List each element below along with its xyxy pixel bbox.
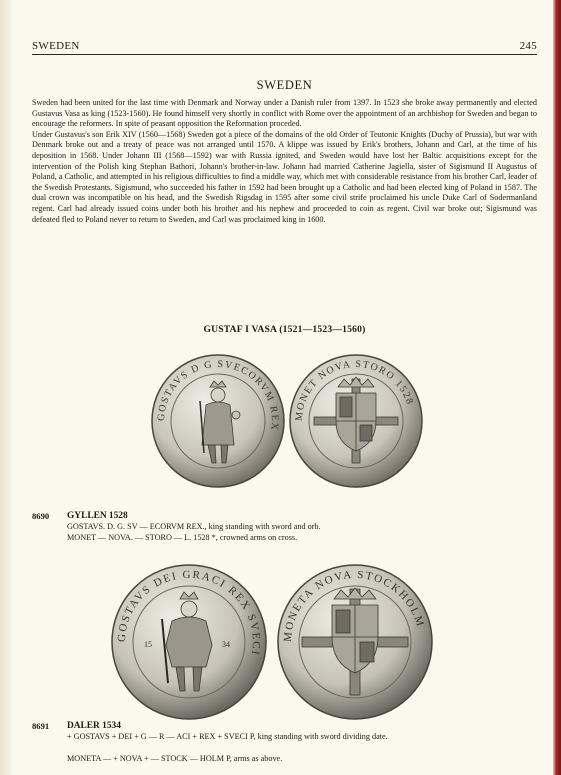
page-number: 245 <box>519 40 537 52</box>
coin-name: GYLLEN 1528 <box>67 511 128 521</box>
svg-text:34: 34 <box>222 640 230 649</box>
obverse-description: + GOSTAVS + DEI + G — R — ACI + REX + SVECI P, king standing with sword dividing date. <box>67 732 388 741</box>
obverse-description: GOSTAVS. D. G. SV — ECORVM REX., king standing with sword and orb. <box>67 522 321 531</box>
crowned-arms-coin-icon <box>288 353 424 489</box>
svg-text:GOSTAVS D G SVECORVM REX: GOSTAVS D G SVECORVM REX <box>155 358 281 432</box>
section-title: SWEDEN <box>256 78 313 92</box>
catalog-number: 8691 <box>32 721 50 731</box>
paragraph: Sweden had been united for the last time with Denmark and Norway under a Danish ruler from 1397. In 1523 she broke away permanently and elected Gustavus Vasa as king (1523-1560). He found himself very shortly in conflict with Rome over the appointment of an archbishop for Sweden and began to encourage the reformers. In spite of peasant opposition the Reformation proceded. <box>32 98 537 129</box>
svg-text:15: 15 <box>144 640 152 649</box>
ruler-heading: GUSTAF I VASA (1521—1523—1560) <box>203 324 366 335</box>
catalog-number: 8690 <box>32 511 50 521</box>
coin-8690-reverse-image <box>288 353 424 489</box>
reverse-description: MONET — NOVA. — STORO — L. 1528 *, crowned arms on cross. <box>67 533 298 542</box>
coin-8691-obverse-image <box>110 563 268 721</box>
coin-8691-reverse-image <box>276 563 434 721</box>
page-gutter-shadow <box>0 0 14 775</box>
crowned-arms-coin-icon <box>276 563 434 721</box>
paragraph: Under Gustavus's son Erik XIV (1560—1568) Sweden got a piece of the domains of the old Order of Teutonic Knights (Duchy of Prussia), but war with Denmark broke out and a treaty of peace was not arranged until 1570. A klippe was issued by Erik's brothers, Johann and Carl, at the time of his deposition in 1568. Under Johann III (1568—1592) war with Russia ignited, and Sweden would have lost her Baltic acquisitions except for the intervention of the Polish king Stephan Bathori, Johann's brother-in-law. Johann had married Catherine Jagiella, sister of Sigismund II Augustus of Poland, a Catholic, and attempted in his religious difficulties to find a middle way, which met with considerable resistance from his brother Carl, leader of the Swedish Protestants. Sigismund, who succeeded his father in 1592 had been brought up a Catholic and had been elected king of Poland in 1587. The dual crown was incompatible on his head, and the Swedish Rigsdag in 1595 after some civil strife proclaimed his uncle Duke Carl of Sodermanland regent. Carl had already issued coins under both his brother and his nephew and proceeded to coin as regent. Civil war broke out; Sigismund was defeated fled to Poland never to return to Sweden, and Carl was proclaimed king in 1600. <box>32 129 537 224</box>
coin-name: DALER 1534 <box>67 721 121 731</box>
svg-text:GOSTAVS DEI GRACI REX SVECI: GOSTAVS DEI GRACI REX SVECI <box>115 568 263 658</box>
king-standing-coin-icon <box>110 563 268 721</box>
reverse-description: MONETA — + NOVA + — STOCK — HOLM P, arms as above. <box>67 754 283 763</box>
catalog-entry-8690 <box>32 511 537 547</box>
svg-text:MONET NOVA STORO 1528: MONET NOVA STORO 1528 <box>293 358 416 422</box>
book-spine-edge <box>553 0 561 775</box>
svg-text:MONETA NOVA STOCKHOLM: MONETA NOVA STOCKHOLM <box>281 568 427 643</box>
king-standing-coin-icon <box>150 353 286 489</box>
coin-8690-obverse-image <box>150 353 286 489</box>
running-head <box>32 40 537 55</box>
running-head-title: SWEDEN <box>32 40 80 52</box>
catalog-entry-8691 <box>32 721 537 771</box>
intro-text <box>32 98 537 225</box>
